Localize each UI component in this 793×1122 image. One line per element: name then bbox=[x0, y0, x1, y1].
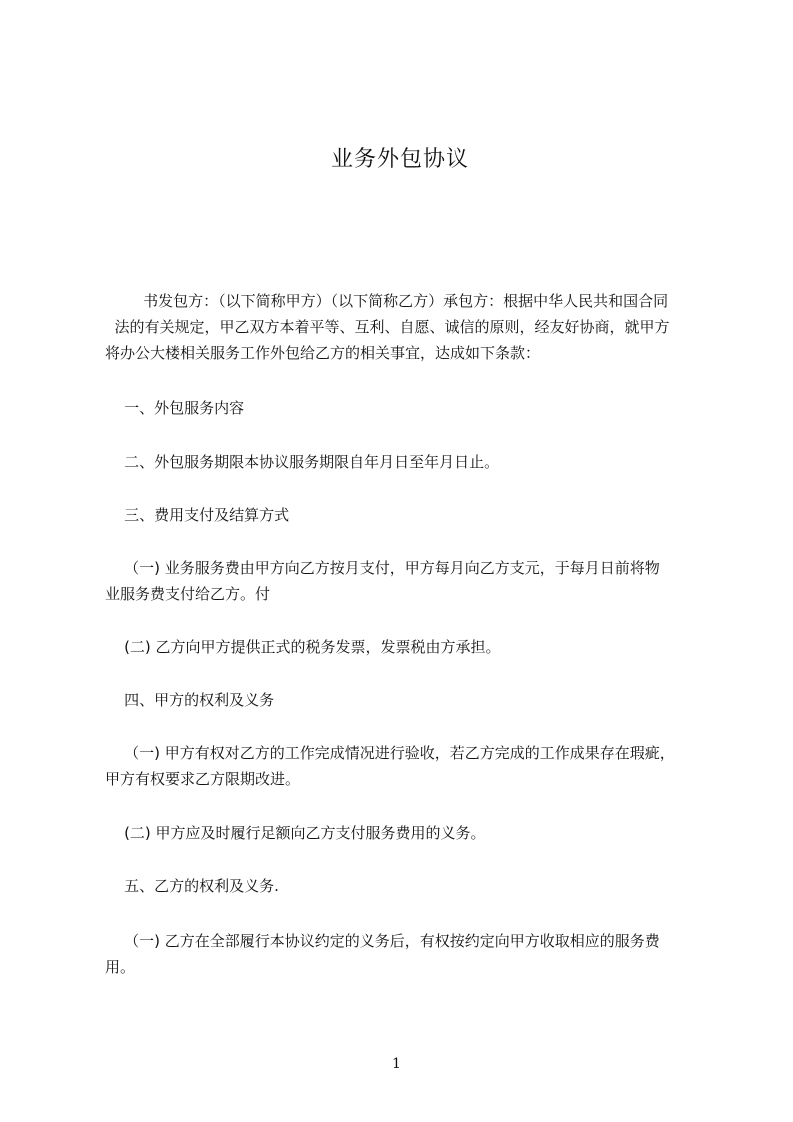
section-4-item-2: (二) 甲方应及时履行足额向乙方支付服务费用的义务。 bbox=[105, 824, 486, 842]
page-number: 1 bbox=[392, 1056, 401, 1072]
section-5-item-1: （一) 乙方在全部履行本协议约定的义务后，有权按约定向甲方收取相应的服务费 用。 bbox=[105, 932, 660, 976]
document-title: 业务外包协议 bbox=[330, 147, 469, 172]
section-4-heading: 四、甲方的权利及义务 bbox=[105, 691, 275, 709]
section-5-heading: 五、乙方的权利及义务. bbox=[105, 877, 279, 895]
section-4-item-1: （一) 甲方有权对乙方的工作完成情况进行验收，若乙方完成的工作成果存在瑕疵， 甲方有权要求乙方限期改进。 bbox=[105, 744, 675, 788]
section-3-heading: 三、费用支付及结算方式 bbox=[105, 506, 290, 524]
section-3-item-1: （一) 业务服务费由甲方向乙方按月支付，甲方每月向乙方支元，于每月日前将物 业服务费支付给乙方。付 bbox=[105, 559, 660, 603]
section-3-item-2: (二) 乙方向甲方提供正式的税务发票，发票税由方承担。 bbox=[105, 638, 501, 656]
section-2-heading: 二、外包服务期限本协议服务期限自年月日至年月日止。 bbox=[105, 453, 500, 471]
section-1-heading: 一、外包服务内容 bbox=[105, 399, 245, 417]
intro-paragraph: 书发包方：（以下简称甲方）（以下简称乙方）承包方：根据中华人民共和国合同 法的有关规定，甲乙双方本着平等、互利、自愿、诚信的原则，经友好协商，就甲方 将办公大楼相关服务工作外包给乙方的相关事宜，达成如下条款： bbox=[105, 292, 670, 362]
